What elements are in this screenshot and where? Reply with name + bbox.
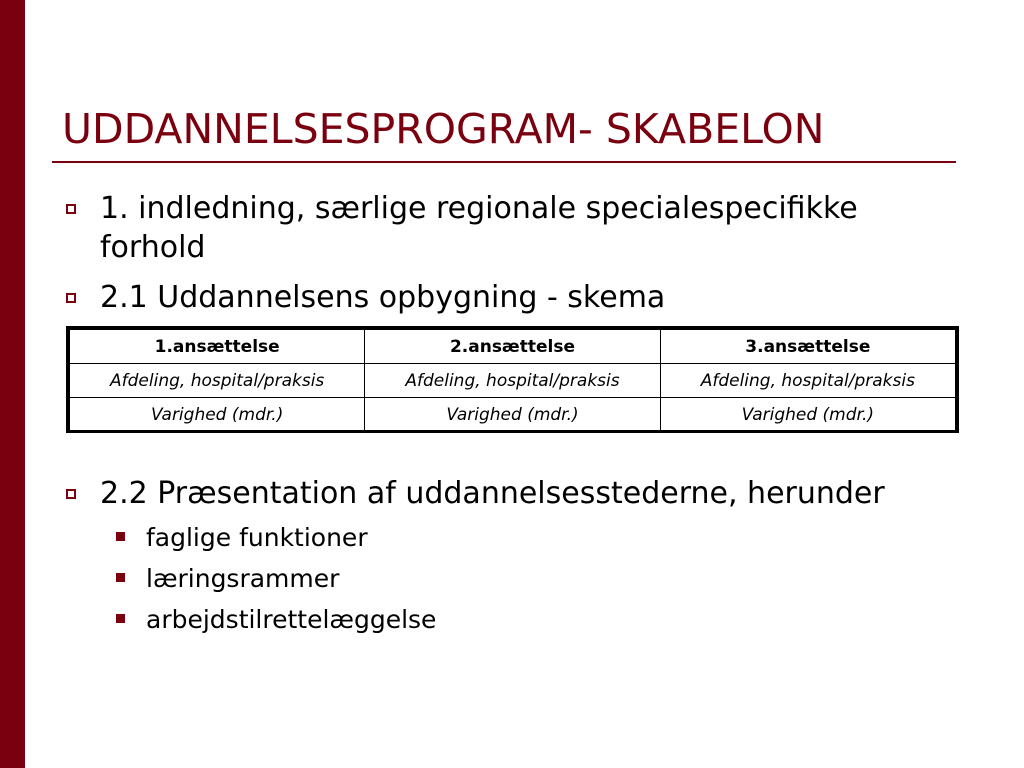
bullet-line: 2.1 Uddannelsens opbygning - skema [100,280,666,315]
table-cell: Afdeling, hospital/praksis [365,364,660,398]
bullet-text [100,278,966,317]
table-cell: Varighed (mdr.) [365,398,660,432]
sub-bullet-item [116,604,716,635]
table-header-row [70,330,956,364]
filled-square-bullet-icon [116,573,125,582]
slide-title: UDDANNELSESPROGRAM- SKABELON [62,105,825,153]
table-cell: Varighed (mdr.) [70,398,365,432]
bullet-item-presentation [66,474,966,513]
bullet-item-introduction [66,189,966,267]
bullet-line: 2.2 Præsentation af uddannelsesstederne, herunder [100,476,885,511]
filled-square-bullet-icon [116,532,125,541]
table-row [70,364,956,398]
sub-bullet-text: arbejdstilrettelæggelse [146,605,437,634]
schedule-table-grid [69,329,956,432]
sub-bullet-item [116,522,716,553]
table-header-cell: 2.ansættelse [365,330,660,364]
table-cell: Afdeling, hospital/praksis [70,364,365,398]
schedule-table [66,326,959,433]
table-row [70,398,956,432]
hollow-square-bullet-icon [66,489,76,499]
bullet-text [100,474,966,513]
bullet-line: forhold [100,230,206,265]
table-cell: Varighed (mdr.) [660,398,955,432]
title-underline [52,161,956,163]
bullet-item-structure [66,278,966,317]
sub-bullet-text: læringsrammer [146,564,340,593]
bullet-text [100,189,966,267]
table-header-cell: 1.ansættelse [70,330,365,364]
bullet-line: 1. indledning, særlige regionale specialespecifikke [100,191,858,226]
filled-square-bullet-icon [116,614,125,623]
sub-bullet-text: faglige funktioner [146,523,368,552]
left-accent-bar [0,0,25,768]
table-header-cell: 3.ansættelse [660,330,955,364]
table-cell: Afdeling, hospital/praksis [660,364,955,398]
sub-bullet-item [116,563,716,594]
hollow-square-bullet-icon [66,204,76,214]
hollow-square-bullet-icon [66,293,76,303]
